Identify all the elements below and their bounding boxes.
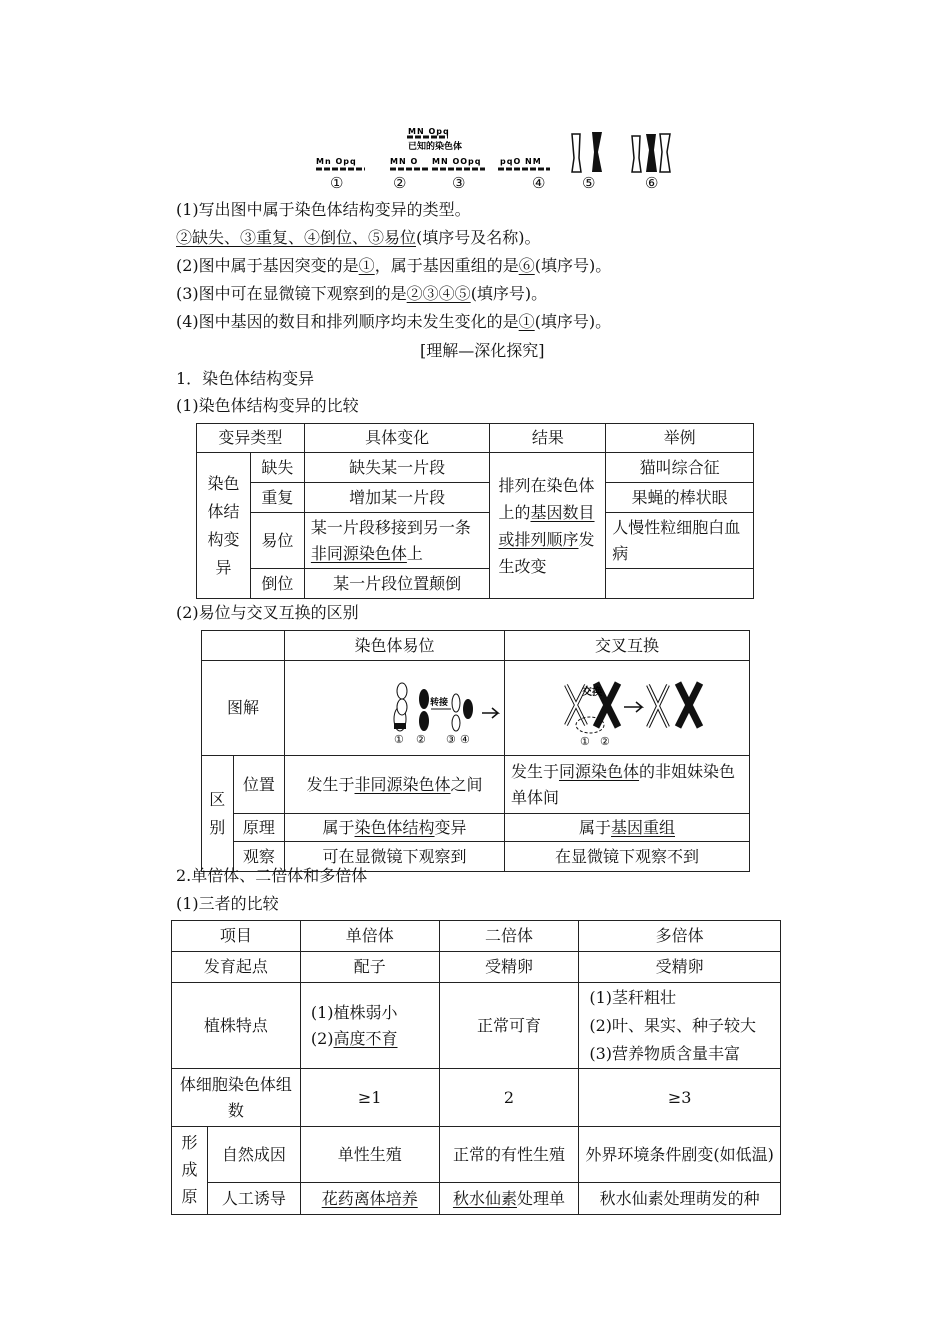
t1-example-deletion: 猫叫综合征	[606, 453, 754, 483]
t3-natural-label: 自然成因	[207, 1127, 300, 1183]
t3-artificial-diploid	[439, 1183, 579, 1215]
t2-observe-right: 在显微镜下观察不到	[505, 842, 750, 872]
text-span: 基因重组	[611, 817, 676, 837]
heading-1-sub2: (2)易位与交叉互换的区别	[176, 603, 359, 622]
text-span: (填序号)。	[534, 256, 612, 275]
t2-row-principle-label: 原理	[233, 814, 284, 842]
text-span: 同源染色体	[559, 761, 640, 781]
t3-header-haploid: 单倍体	[300, 921, 439, 952]
text-span: (填序号及名称)。	[416, 228, 541, 247]
text-span: MN O	[390, 157, 419, 166]
text-span: ①	[393, 733, 404, 746]
t3-natural-haploid: 单性生殖	[300, 1127, 439, 1183]
text-span: (2)图中属于基因突变的是	[176, 256, 359, 275]
t1-example-duplication: 果蝇的棒状眼	[606, 483, 754, 513]
t3-sets-haploid: ≥1	[300, 1069, 439, 1127]
structure-variation-table	[196, 423, 754, 599]
t3-feature-diploid: 正常可育	[439, 983, 579, 1069]
text-span: ②③④⑤	[406, 284, 471, 303]
text-span: (3)图中可在显微镜下观察到的是	[176, 284, 407, 303]
text-span: ②缺失、③重复、④倒位、⑤易位	[176, 228, 417, 247]
t3-artificial-label: 人工诱导	[207, 1183, 300, 1215]
t1-header-example: 举例	[606, 424, 754, 453]
t1-header-type: 变异类型	[197, 424, 305, 453]
t3-origin-polyploid: 受精卵	[579, 952, 781, 983]
t2-crossover-diagram	[505, 661, 750, 756]
text-span: 非同源染色体	[310, 543, 407, 563]
text-span: (1)写出图中属于染色体结构变异的类型。	[176, 200, 471, 219]
text-span: pqO NM	[500, 157, 542, 166]
heading-1: 1．染色体结构变异	[176, 369, 315, 388]
t2-observe-left: 可在显微镜下观察到	[285, 842, 505, 872]
text-span: 属于	[578, 817, 611, 837]
t1-type-translocation: 易位	[250, 513, 304, 569]
text-span: 花药离体培养	[321, 1188, 418, 1208]
text-span: (填序号)。	[534, 312, 612, 331]
figure-num-4: ④	[532, 174, 546, 192]
t3-header-item: 项目	[172, 921, 301, 952]
question-1-answer	[176, 227, 541, 249]
t2-principle-left	[285, 814, 505, 842]
question-4	[176, 311, 611, 333]
text-span: ①	[579, 735, 590, 747]
text-span: 属于	[322, 817, 355, 837]
chromosome-figure-svg	[310, 122, 680, 194]
t1-header-result: 结果	[490, 424, 606, 453]
t2-diff-label: 区别	[202, 756, 234, 872]
t2-row-position-label: 位置	[233, 756, 284, 814]
t1-change-duplication: 增加某一片段	[304, 483, 490, 513]
t2-row-observe-label: 观察	[233, 842, 284, 872]
t3-cause-label: 形成原	[172, 1127, 208, 1215]
t3-origin-diploid: 受精卵	[439, 952, 579, 983]
text-span: (4)图中基因的数目和排列顺序均未发生变化的是	[176, 312, 519, 331]
t3-header-polyploid: 多倍体	[579, 921, 781, 952]
text-span: ⑥	[518, 256, 535, 275]
t3-natural-diploid: 正常的有性生殖	[439, 1127, 579, 1183]
chromosome-figure	[310, 122, 680, 194]
text-span: 染色体结构	[354, 817, 435, 837]
t1-type-duplication: 重复	[250, 483, 304, 513]
text-span: 交换	[581, 687, 602, 698]
text-span: ①	[358, 256, 375, 275]
t3-artificial-haploid	[300, 1183, 439, 1215]
heading-2-sub: (1)三者的比较	[176, 894, 279, 913]
section-title: [理解—深化探究]	[420, 341, 545, 360]
text-span: (填序号)。	[470, 284, 548, 303]
text-span: 转接	[429, 698, 448, 708]
figure-num-6: ⑥	[645, 174, 659, 192]
text-span: 变异	[434, 817, 467, 837]
text-span: ②	[599, 735, 610, 747]
question-2	[176, 255, 611, 277]
t1-type-deletion: 缺失	[250, 453, 304, 483]
crossover-diagram-svg	[506, 661, 749, 747]
text-span: 发生于	[306, 774, 355, 794]
text-span: 基因数目或排列顺序	[498, 502, 595, 549]
t3-sets-polyploid: ≥3	[579, 1069, 781, 1127]
text-span: 处理单	[516, 1188, 565, 1208]
text-span: 发生于	[511, 761, 560, 781]
chromosome-6-icon	[632, 134, 670, 172]
question-3	[176, 283, 547, 305]
t1-example-inversion	[606, 569, 754, 599]
text-span: (3)营养物质含量丰富	[589, 1043, 740, 1063]
text-span: 之间	[450, 774, 483, 794]
t2-principle-right	[505, 814, 750, 842]
text-span: (2)	[310, 1028, 334, 1048]
t3-header-diploid: 二倍体	[439, 921, 579, 952]
t2-header-crossover: 交叉互换	[505, 631, 750, 661]
t1-example-translocation: 人慢性粒细胞白血病	[606, 513, 754, 569]
text-span: ①	[518, 312, 535, 331]
text-span: (2)叶、果实、种子较大	[589, 1015, 756, 1035]
text-span: (1)茎秆粗壮	[589, 987, 676, 1007]
heading-2: 2.单倍体、二倍体和多倍体	[176, 866, 368, 885]
t3-feature-haploid	[300, 983, 439, 1069]
t3-origin-label: 发育起点	[172, 952, 301, 983]
table-cell	[202, 631, 285, 661]
t3-feature-polyploid	[579, 983, 781, 1069]
t1-result	[490, 453, 606, 599]
figure-num-5: ⑤	[582, 174, 596, 192]
text-span: 秋水仙素	[452, 1188, 517, 1208]
t3-sets-label: 体细胞染色体组数	[172, 1069, 301, 1127]
text-span: 高度不育	[333, 1028, 398, 1048]
t2-header-translocation: 染色体易位	[285, 631, 505, 661]
figure-num-2: ②	[393, 174, 407, 192]
t2-diagram-label: 图解	[202, 661, 285, 756]
text-span: 排列在染色体上的	[498, 475, 595, 522]
t1-change-deletion: 缺失某一片段	[304, 453, 490, 483]
figure-num-1: ①	[330, 174, 344, 192]
text-span: Mn Opq	[316, 157, 357, 166]
text-span: (1)植株弱小	[310, 1002, 398, 1022]
t1-change-inversion: 某一片段位置颠倒	[304, 569, 490, 599]
chromosome-5-icon	[572, 132, 602, 172]
text-span: 发生改变	[498, 529, 595, 576]
t2-position-left	[285, 756, 505, 814]
text-span: ④	[459, 733, 470, 746]
heading-1-sub: (1)染色体结构变异的比较	[176, 396, 359, 415]
translocation-diagram-svg	[286, 661, 504, 747]
text-span: 的非姐妹染色单体间	[511, 761, 736, 807]
t1-group-label: 染色体结构变异	[197, 453, 251, 599]
text-span: 非同源染色体	[354, 774, 451, 794]
t1-type-inversion: 倒位	[250, 569, 304, 599]
t1-change-translocation	[304, 513, 490, 569]
known-label: 已知的染色体	[408, 142, 463, 152]
t2-position-right	[505, 756, 750, 814]
ploidy-comparison-table	[171, 920, 781, 1215]
t1-header-change: 具体变化	[304, 424, 490, 453]
known-genes: MN Opq	[408, 127, 450, 136]
t3-natural-polyploid: 外界环境条件剧变(如低温)	[579, 1127, 781, 1183]
text-span: 某一片段移接到另一条	[310, 517, 471, 537]
t3-artificial-polyploid: 秋水仙素处理萌发的种	[579, 1183, 781, 1215]
text-span: ③	[445, 733, 456, 746]
translocation-vs-crossover-table	[201, 630, 750, 872]
text-span: MN OOpq	[432, 157, 482, 166]
question-1	[176, 199, 471, 221]
figure-num-3: ③	[452, 174, 466, 192]
t3-origin-haploid: 配子	[300, 952, 439, 983]
t3-feature-label: 植株特点	[172, 983, 301, 1069]
text-span: 上	[406, 543, 423, 563]
t3-sets-diploid: 2	[439, 1069, 579, 1127]
text-span: ，属于基因重组的是	[374, 256, 519, 275]
t2-translocation-diagram	[285, 661, 505, 756]
text-span: ②	[415, 733, 426, 746]
